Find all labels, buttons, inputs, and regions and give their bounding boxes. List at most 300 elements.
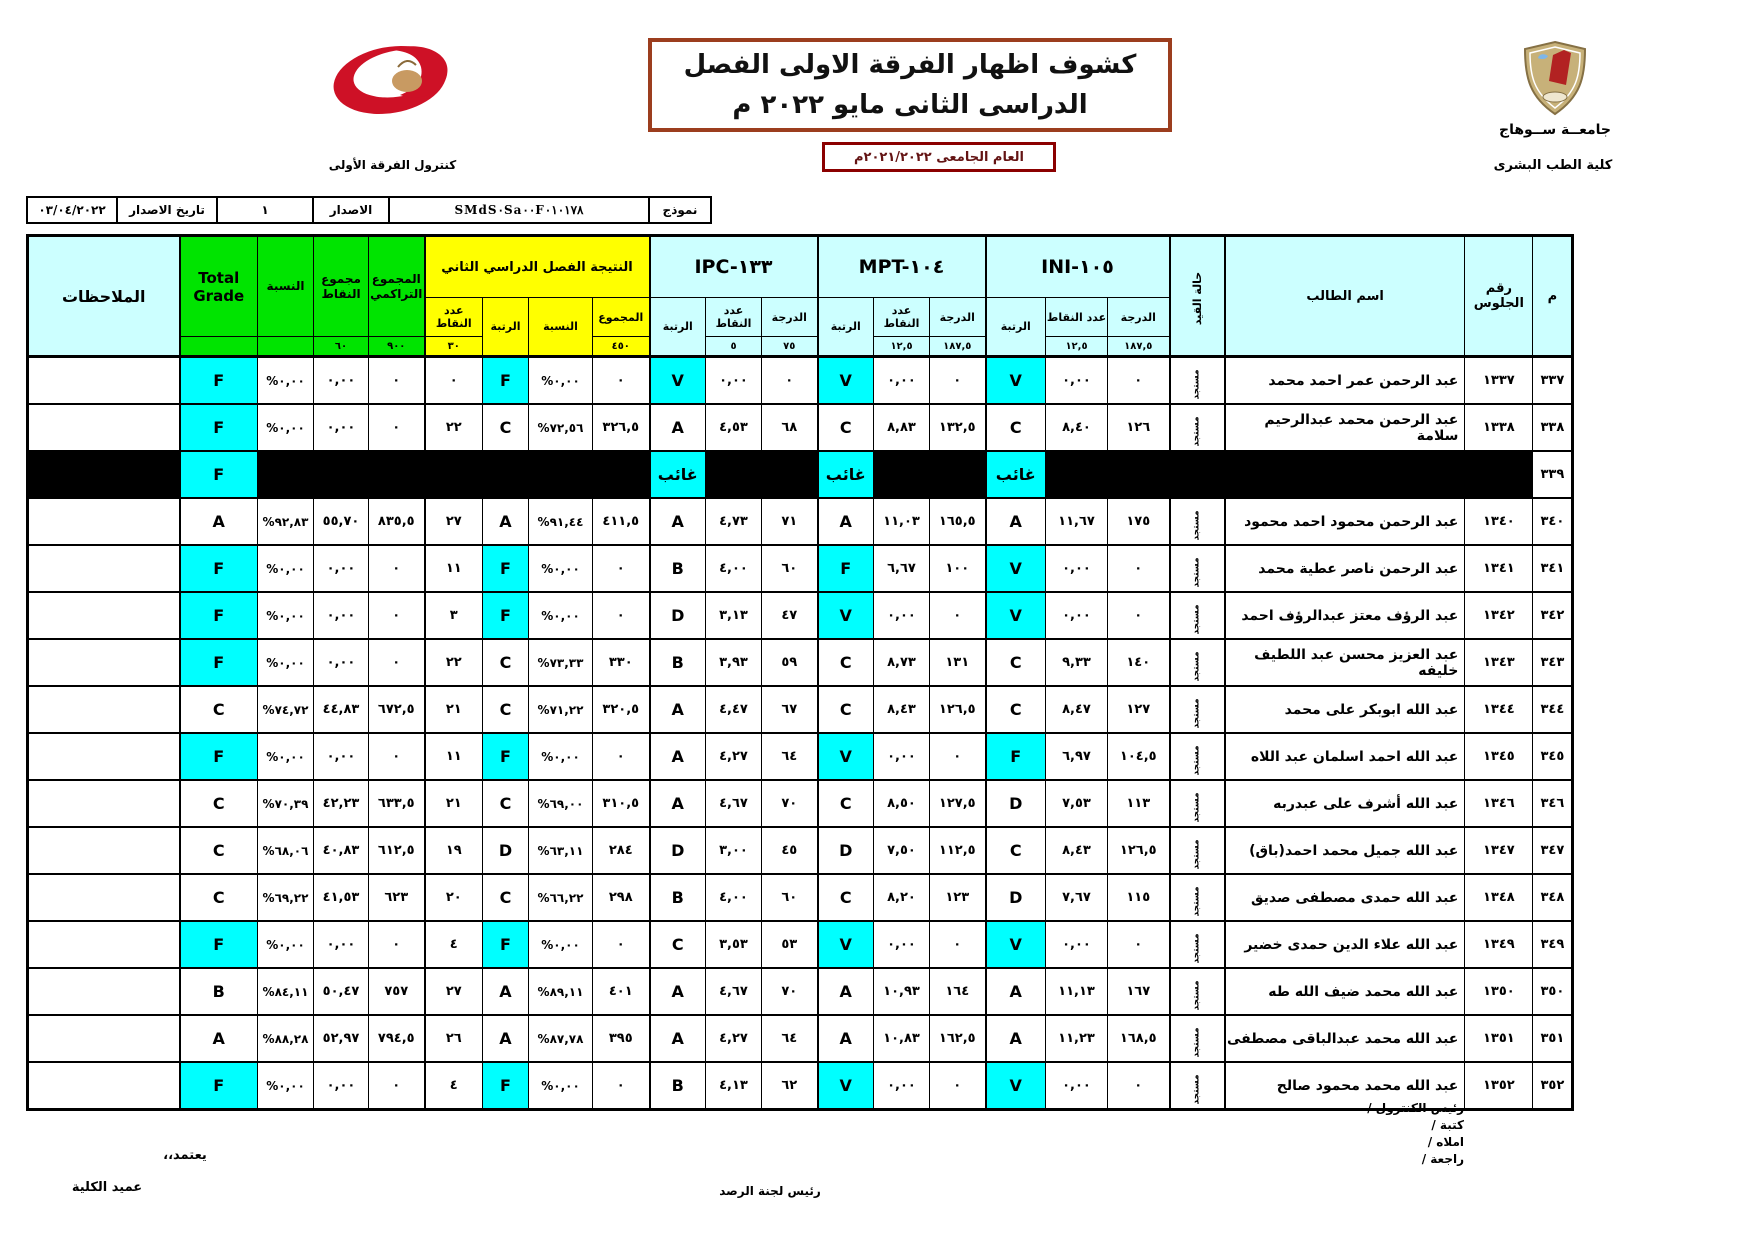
ini-points-cell: ٠,٠٠ — [1046, 592, 1108, 639]
header-cumulative-total: المجموع التراكمي — [369, 236, 425, 337]
semester-rank-cell: D — [483, 827, 529, 874]
issue-date-value-cell: ٠٣/٠٤/٢٠٢٢ — [27, 197, 117, 223]
ipc-degree-cell: ٦٤ — [762, 1015, 818, 1062]
student-name-cell — [1225, 451, 1465, 498]
semester-rank-cell: F — [483, 921, 529, 968]
semester-percent-cell — [529, 451, 593, 498]
mpt-points-cell: ٠,٠٠ — [874, 1062, 930, 1110]
semester-total-cell: ٣٩٥ — [593, 1015, 650, 1062]
max-ipc-points: ٥ — [706, 337, 762, 357]
status-vertical-text: مستجد — [1191, 604, 1202, 635]
total-grade-cell: F — [180, 639, 258, 686]
ini-points-cell: ٠,٠٠ — [1046, 921, 1108, 968]
mpt-degree-cell: ١٠٠ — [930, 545, 986, 592]
total-grade-cell: C — [180, 780, 258, 827]
enrollment-status-cell — [1170, 357, 1225, 405]
total-grade-cell: F — [180, 357, 258, 405]
faculty-name-label: كلية الطب البشرى — [1493, 158, 1613, 173]
cumulative-percent-cell: %٩٢,٨٣ — [258, 498, 314, 545]
mpt-rank-cell: A — [818, 1015, 874, 1062]
semester-rank-cell: A — [483, 968, 529, 1015]
sheet-title — [648, 38, 1172, 132]
student-row — [28, 545, 1573, 592]
cumulative-percent-cell: %٦٩,٢٢ — [258, 874, 314, 921]
semester-total-cell: ٠ — [593, 921, 650, 968]
student-row — [28, 780, 1573, 827]
mpt-rank-cell: C — [818, 404, 874, 451]
header-mpt-rank: الرتبة — [818, 298, 874, 357]
semester-total-cell: ٠ — [593, 592, 650, 639]
ini-degree-cell: ١٦٧ — [1108, 968, 1170, 1015]
student-name-cell: عبد الرحمن عمر احمد محمد — [1225, 357, 1465, 405]
notes-cell — [28, 498, 180, 545]
cumulative-points-cell: ٠,٠٠ — [314, 404, 369, 451]
header-subject-ini: INI-١٠٥ — [986, 236, 1170, 298]
enrollment-status-cell — [1170, 968, 1225, 1015]
mpt-points-cell: ٨,٨٣ — [874, 404, 930, 451]
enrollment-status-cell — [1170, 780, 1225, 827]
header-total-grade: Total Grade — [180, 236, 258, 337]
ipc-degree-cell: ٦٧ — [762, 686, 818, 733]
semester-total-cell: ٤١١,٥ — [593, 498, 650, 545]
cumulative-total-cell: ٧٥٧ — [369, 968, 425, 1015]
ini-degree-cell: ٠ — [1108, 921, 1170, 968]
mpt-points-cell: ٧,٥٠ — [874, 827, 930, 874]
mpt-rank-cell: F — [818, 545, 874, 592]
total-grade-cell: C — [180, 827, 258, 874]
sheet-title-line1: كشوف اظهار الفرقة الاولى الفصل — [683, 50, 1137, 80]
notes-cell — [28, 968, 180, 1015]
student-name-cell: عبد الله محمد عبدالباقى مصطفى — [1225, 1015, 1465, 1062]
enrollment-status-cell — [1170, 686, 1225, 733]
ini-degree-cell: ١٢٦,٥ — [1108, 827, 1170, 874]
ipc-degree-cell: ٥٣ — [762, 921, 818, 968]
total-grade-cell: A — [180, 498, 258, 545]
serial-cell: ٣٤٤ — [1533, 686, 1573, 733]
seat-number-cell: ١٣٣٨ — [1465, 404, 1533, 451]
cumulative-percent-cell: %٠,٠٠ — [258, 921, 314, 968]
serial-cell: ٣٤٣ — [1533, 639, 1573, 686]
mpt-rank-cell: A — [818, 968, 874, 1015]
student-row — [28, 404, 1573, 451]
notes-cell — [28, 451, 180, 498]
ipc-points-cell: ٠,٠٠ — [706, 357, 762, 405]
semester-total-cell: ٢٩٨ — [593, 874, 650, 921]
semester-total-cell: ٠ — [593, 357, 650, 405]
ipc-points-cell: ٤,٠٠ — [706, 545, 762, 592]
mpt-rank-cell: V — [818, 1062, 874, 1110]
status-vertical-text: مستجد — [1191, 980, 1202, 1011]
cumulative-percent-cell: %٠,٠٠ — [258, 592, 314, 639]
header-ini-degree: الدرجة — [1108, 298, 1170, 337]
results-table-header — [28, 236, 1573, 357]
serial-cell: ٣٤١ — [1533, 545, 1573, 592]
enrollment-status-cell — [1170, 1062, 1225, 1110]
seat-number-cell: ١٣٥٠ — [1465, 968, 1533, 1015]
seat-number-cell: ١٣٤٢ — [1465, 592, 1533, 639]
ini-points-cell: ١١,٦٧ — [1046, 498, 1108, 545]
ipc-rank-cell: D — [650, 827, 706, 874]
semester-rank-cell: A — [483, 1015, 529, 1062]
status-vertical-text: مستجد — [1191, 416, 1202, 447]
mpt-degree-cell: ١٣١ — [930, 639, 986, 686]
student-row — [28, 968, 1573, 1015]
total-grade-cell: A — [180, 1015, 258, 1062]
total-grade-cell: F — [180, 545, 258, 592]
mpt-points-cell: ٨,٢٠ — [874, 874, 930, 921]
header-cumulative-points: مجموع النقاط — [314, 236, 369, 337]
cumulative-percent-cell: %٧٠,٣٩ — [258, 780, 314, 827]
semester-percent-cell: %٠,٠٠ — [529, 733, 593, 780]
ini-rank-cell: V — [986, 357, 1046, 405]
ipc-points-cell: ٤,٦٧ — [706, 780, 762, 827]
header-notes: الملاحظات — [28, 236, 180, 357]
max-ipc-degree: ٧٥ — [762, 337, 818, 357]
semester-points-cell: ١١ — [425, 545, 483, 592]
ipc-points-cell: ٤,٧٣ — [706, 498, 762, 545]
ipc-degree-cell: ٦٠ — [762, 545, 818, 592]
writer-signature-line: كتبة / — [1431, 1118, 1464, 1132]
seat-number-cell: ١٣٤٠ — [1465, 498, 1533, 545]
ini-rank-cell: V — [986, 592, 1046, 639]
cumulative-percent-cell: %٨٤,١١ — [258, 968, 314, 1015]
total-grade-cell: F — [180, 451, 258, 498]
faculty-crescent-logo — [318, 36, 468, 124]
enrollment-status-cell — [1170, 545, 1225, 592]
mpt-rank-cell: V — [818, 357, 874, 405]
notes-cell — [28, 1062, 180, 1110]
semester-points-cell: ٢٢ — [425, 639, 483, 686]
cumulative-percent-cell: %٠,٠٠ — [258, 1062, 314, 1110]
ipc-rank-cell: A — [650, 968, 706, 1015]
ini-points-cell: ٧,٥٣ — [1046, 780, 1108, 827]
semester-percent-cell: %٦٩,٠٠ — [529, 780, 593, 827]
student-row — [28, 592, 1573, 639]
ipc-rank-cell: B — [650, 545, 706, 592]
ini-rank-cell: A — [986, 498, 1046, 545]
max-ini-degree: ١٨٧,٥ — [1108, 337, 1170, 357]
semester-rank-cell: C — [483, 780, 529, 827]
ini-rank-cell: V — [986, 921, 1046, 968]
spacer-total-grade — [180, 337, 258, 357]
seat-number-cell: ١٣٥١ — [1465, 1015, 1533, 1062]
controller-signature-line: رئيس الكنترول / — [1367, 1101, 1464, 1115]
ini-rank-cell: V — [986, 545, 1046, 592]
status-vertical-text: مستجد — [1191, 557, 1202, 588]
student-name-cell: عبد الله محمد ضيف الله طه — [1225, 968, 1465, 1015]
semester-total-cell: ٣٢٠,٥ — [593, 686, 650, 733]
cumulative-percent-cell: %٠,٠٠ — [258, 639, 314, 686]
ini-points-cell: ٠,٠٠ — [1046, 1062, 1108, 1110]
cumulative-points-cell: ٠,٠٠ — [314, 639, 369, 686]
notes-cell — [28, 1015, 180, 1062]
ini-degree-cell: ٠ — [1108, 545, 1170, 592]
semester-percent-cell: %٠,٠٠ — [529, 592, 593, 639]
semester-percent-cell: %٩١,٤٤ — [529, 498, 593, 545]
mpt-rank-cell: C — [818, 780, 874, 827]
student-row — [28, 498, 1573, 545]
semester-points-cell: ٢٢ — [425, 404, 483, 451]
header-cumulative-percent: النسبة — [258, 236, 314, 337]
student-name-cell: عبد الله احمد اسلمان عبد اللاه — [1225, 733, 1465, 780]
serial-cell: ٣٤٨ — [1533, 874, 1573, 921]
ipc-rank-cell: V — [650, 357, 706, 405]
mpt-points-cell: ٠,٠٠ — [874, 733, 930, 780]
student-name-cell: عبد الرحمن محمد عبدالرحيم سلامة — [1225, 404, 1465, 451]
status-vertical-text: مستجد — [1191, 792, 1202, 823]
semester-total-cell — [593, 451, 650, 498]
max-mpt-degree: ١٨٧,٥ — [930, 337, 986, 357]
seat-number-cell: ١٣٣٧ — [1465, 357, 1533, 405]
semester-percent-cell: %٦٣,١١ — [529, 827, 593, 874]
ini-points-cell: ٦,٩٧ — [1046, 733, 1108, 780]
ipc-points-cell: ٤,٢٧ — [706, 733, 762, 780]
serial-cell: ٣٤٩ — [1533, 921, 1573, 968]
ini-points-cell: ١١,٢٣ — [1046, 1015, 1108, 1062]
model-label-cell: نموذج — [649, 197, 711, 223]
ini-points-cell: ٨,٤٠ — [1046, 404, 1108, 451]
ini-degree-cell: ٠ — [1108, 1062, 1170, 1110]
ipc-rank-cell: A — [650, 404, 706, 451]
mpt-points-cell: ١٠,٨٣ — [874, 1015, 930, 1062]
ipc-degree-cell: ٧١ — [762, 498, 818, 545]
semester-rank-cell — [483, 451, 529, 498]
enrollment-status-cell — [1170, 451, 1225, 498]
approval-label: يعتمد،، — [163, 1148, 207, 1163]
status-vertical-text: مستجد — [1191, 745, 1202, 776]
mpt-points-cell: ٠,٠٠ — [874, 357, 930, 405]
issue-date-label-cell: تاريخ الاصدار — [117, 197, 217, 223]
notes-cell — [28, 357, 180, 405]
serial-cell: ٣٥١ — [1533, 1015, 1573, 1062]
cumulative-total-cell: ٦٣٣,٥ — [369, 780, 425, 827]
status-vertical-text: مستجد — [1191, 839, 1202, 870]
ini-rank-cell: C — [986, 686, 1046, 733]
enrollment-status-cell — [1170, 1015, 1225, 1062]
cumulative-percent-cell — [258, 451, 314, 498]
ipc-degree-cell: ٦٢ — [762, 1062, 818, 1110]
seat-number-cell: ١٣٤٣ — [1465, 639, 1533, 686]
semester-rank-cell: A — [483, 498, 529, 545]
ipc-degree-cell: ٦٤ — [762, 733, 818, 780]
ipc-rank-cell: A — [650, 780, 706, 827]
notes-cell — [28, 827, 180, 874]
notes-cell — [28, 874, 180, 921]
cumulative-percent-cell: %٠,٠٠ — [258, 404, 314, 451]
control-name-label: كنترول الفرقة الأولى — [328, 158, 457, 172]
status-vertical-text: مستجد — [1191, 510, 1202, 541]
header-semester-points: عدد النقاط — [425, 298, 483, 337]
cumulative-total-cell: ٦٢٣ — [369, 874, 425, 921]
student-name-cell: عبد الله علاء الدين حمدى خضير — [1225, 921, 1465, 968]
header-ipc-points: عدد النقاط — [706, 298, 762, 337]
university-logo-block — [1470, 40, 1640, 138]
semester-rank-cell: F — [483, 545, 529, 592]
cumulative-points-cell: ٠,٠٠ — [314, 545, 369, 592]
cumulative-total-cell: ٦١٢,٥ — [369, 827, 425, 874]
semester-points-cell: ٠ — [425, 357, 483, 405]
ini-points-cell: ٨,٤٣ — [1046, 827, 1108, 874]
serial-cell: ٣٤٢ — [1533, 592, 1573, 639]
header-semester-total: المجموع — [593, 298, 650, 337]
semester-total-cell: ٤٠١ — [593, 968, 650, 1015]
serial-cell: ٣٤٧ — [1533, 827, 1573, 874]
notes-cell — [28, 733, 180, 780]
header-semester-result-group: النتيجة الفصل الدراسي الثاني — [425, 236, 650, 298]
ini-points-cell: ٠,٠٠ — [1046, 545, 1108, 592]
notes-cell — [28, 780, 180, 827]
semester-points-cell: ٢٧ — [425, 968, 483, 1015]
semester-percent-cell: %٠,٠٠ — [529, 545, 593, 592]
ini-rank-cell: C — [986, 404, 1046, 451]
total-grade-cell: F — [180, 592, 258, 639]
header-ini-points: عدد النقاط — [1046, 298, 1108, 337]
ipc-points-cell: ٣,٠٠ — [706, 827, 762, 874]
header-subject-mpt: MPT-١٠٤ — [818, 236, 986, 298]
ipc-degree-cell: ٠ — [762, 357, 818, 405]
semester-rank-cell: F — [483, 1062, 529, 1110]
ipc-points-cell: ٤,٢٧ — [706, 1015, 762, 1062]
semester-total-cell: ٣١٠,٥ — [593, 780, 650, 827]
enrollment-status-cell — [1170, 921, 1225, 968]
cumulative-points-cell: ٠,٠٠ — [314, 1062, 369, 1110]
mpt-degree-cell: ١٢٧,٥ — [930, 780, 986, 827]
seat-number-cell: ١٣٤٦ — [1465, 780, 1533, 827]
enrollment-status-cell — [1170, 404, 1225, 451]
total-grade-cell: C — [180, 874, 258, 921]
cumulative-percent-cell: %٨٨,٢٨ — [258, 1015, 314, 1062]
notes-cell — [28, 545, 180, 592]
semester-percent-cell: %٨٧,٧٨ — [529, 1015, 593, 1062]
semester-percent-cell: %٧٣,٣٣ — [529, 639, 593, 686]
semester-points-cell: ٢١ — [425, 780, 483, 827]
student-name-cell: عبد الرحمن محمود احمد محمود — [1225, 498, 1465, 545]
student-name-cell: عبد الله محمد محمود صالح — [1225, 1062, 1465, 1110]
signature-block-right — [1264, 1100, 1464, 1168]
semester-points-cell: ٤ — [425, 1062, 483, 1110]
semester-points-cell: ٣ — [425, 592, 483, 639]
max-ini-points: ١٢,٥ — [1046, 337, 1108, 357]
ini-rank-cell: D — [986, 780, 1046, 827]
mpt-rank-cell: A — [818, 498, 874, 545]
header-mpt-degree: الدرجة — [930, 298, 986, 337]
dean-label: عميد الكلية — [71, 1180, 143, 1195]
semester-rank-cell: F — [483, 733, 529, 780]
monitoring-committee-label: رئيس لجنة الرصد — [719, 1184, 821, 1198]
mpt-rank-cell: C — [818, 639, 874, 686]
ini-degree-cell: ٠ — [1108, 592, 1170, 639]
enrollment-status-cell — [1170, 733, 1225, 780]
ini-degree-cell: ٠ — [1108, 357, 1170, 405]
issue-value-cell: ١ — [217, 197, 313, 223]
version-strip — [26, 196, 712, 224]
ipc-rank-cell: B — [650, 639, 706, 686]
serial-cell: ٣٣٧ — [1533, 357, 1573, 405]
seat-number-cell: ١٣٤١ — [1465, 545, 1533, 592]
total-grade-cell: C — [180, 686, 258, 733]
mpt-points-cell: ١١,٠٣ — [874, 498, 930, 545]
cumulative-percent-cell: %٠,٠٠ — [258, 733, 314, 780]
mpt-degree-cell: ١٢٣ — [930, 874, 986, 921]
cumulative-points-cell — [314, 451, 369, 498]
semester-total-cell: ٠ — [593, 545, 650, 592]
dictation-signature-line: املاه / — [1427, 1135, 1464, 1149]
issue-label-cell: الاصدار — [313, 197, 389, 223]
serial-cell: ٣٣٨ — [1533, 404, 1573, 451]
semester-total-cell: ٠ — [593, 1062, 650, 1110]
mpt-points-cell — [874, 451, 930, 498]
header-enrollment-status: حالة القيد — [1170, 236, 1225, 357]
header-ipc-degree: الدرجة — [762, 298, 818, 337]
mpt-rank-cell: C — [818, 686, 874, 733]
model-code-cell: SMdS٠Sa٠٠F٠١٠١٧٨ — [389, 197, 649, 223]
semester-points-cell: ١٩ — [425, 827, 483, 874]
header-mpt-points: عدد النقاط — [874, 298, 930, 337]
mpt-degree-cell: ٠ — [930, 733, 986, 780]
mpt-degree-cell: ١٢٦,٥ — [930, 686, 986, 733]
mpt-points-cell: ١٠,٩٣ — [874, 968, 930, 1015]
ini-points-cell — [1046, 451, 1108, 498]
cumulative-points-cell: ٠,٠٠ — [314, 921, 369, 968]
enrollment-status-cell — [1170, 874, 1225, 921]
cumulative-total-cell: ٧٩٤,٥ — [369, 1015, 425, 1062]
seat-number-cell: ١٣٤٨ — [1465, 874, 1533, 921]
notes-cell — [28, 686, 180, 733]
ipc-rank-cell: A — [650, 733, 706, 780]
mpt-points-cell: ٨,٧٣ — [874, 639, 930, 686]
status-vertical-text: مستجد — [1191, 698, 1202, 729]
header-semester-rank: الرتبة — [483, 298, 529, 357]
header-seat-number: رقم الجلوس — [1465, 236, 1533, 357]
student-name-cell: عبد الله أشرف على عبدربه — [1225, 780, 1465, 827]
serial-cell: ٣٤٦ — [1533, 780, 1573, 827]
enrollment-status-cell — [1170, 827, 1225, 874]
mpt-rank-cell: V — [818, 733, 874, 780]
student-name-cell: عبد الله جميل محمد احمد(باق) — [1225, 827, 1465, 874]
ipc-points-cell: ٣,١٣ — [706, 592, 762, 639]
ipc-points-cell: ٣,٥٣ — [706, 921, 762, 968]
mpt-degree-cell — [930, 451, 986, 498]
student-row — [28, 686, 1573, 733]
ini-points-cell: ٨,٤٧ — [1046, 686, 1108, 733]
ipc-rank-cell: A — [650, 1015, 706, 1062]
cumulative-total-cell: ٠ — [369, 639, 425, 686]
ini-degree-cell: ١١٥ — [1108, 874, 1170, 921]
semester-percent-cell: %٠,٠٠ — [529, 357, 593, 405]
header-ini-rank: الرتبة — [986, 298, 1046, 357]
serial-cell: ٣٤٥ — [1533, 733, 1573, 780]
seat-number-cell — [1465, 451, 1533, 498]
mpt-points-cell: ٨,٤٣ — [874, 686, 930, 733]
semester-total-cell: ٣٣٠ — [593, 639, 650, 686]
ipc-degree-cell: ٧٠ — [762, 968, 818, 1015]
max-cumulative-total: ٩٠٠ — [369, 337, 425, 357]
ipc-rank-cell: B — [650, 874, 706, 921]
ipc-points-cell: ٤,٤٧ — [706, 686, 762, 733]
header-serial: م — [1533, 236, 1573, 357]
cumulative-points-cell: ٥٠,٤٧ — [314, 968, 369, 1015]
ini-points-cell: ٩,٣٣ — [1046, 639, 1108, 686]
ipc-degree-cell: ٦٠ — [762, 874, 818, 921]
status-vertical-text: مستجد — [1191, 1074, 1202, 1105]
cumulative-total-cell: ٠ — [369, 545, 425, 592]
mpt-degree-cell: ١٣٢,٥ — [930, 404, 986, 451]
cumulative-points-cell: ٥٢,٩٧ — [314, 1015, 369, 1062]
semester-points-cell: ٢٦ — [425, 1015, 483, 1062]
ipc-points-cell: ٤,١٣ — [706, 1062, 762, 1110]
mpt-points-cell: ٠,٠٠ — [874, 592, 930, 639]
ipc-rank-cell: D — [650, 592, 706, 639]
